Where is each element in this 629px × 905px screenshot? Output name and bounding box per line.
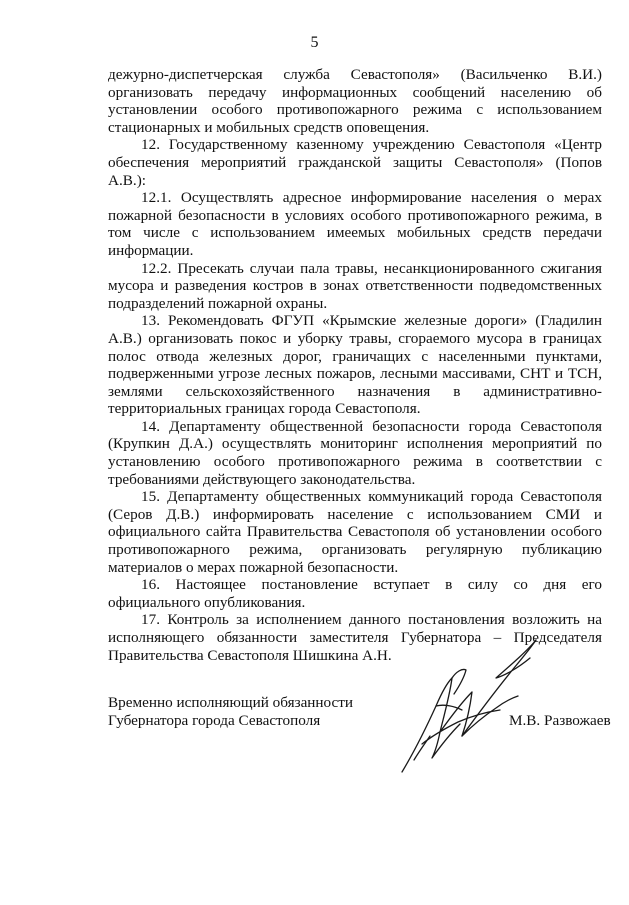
signatory-name: М.В. Развожаев xyxy=(509,712,611,729)
paragraph-12-1: 12.1. Осуществлять адресное информирование населения о мерах пожарной безопасности в условиях особого противопожарного режима, в том числе с использованием имеемых мобильных средств передачи информации. xyxy=(108,189,602,259)
signatory-title-line-2: Губернатора города Севастополя xyxy=(108,711,321,729)
paragraph-13: 13. Рекомендовать ФГУП «Крымские железные дороги» (Гладилин А.В.) организовать покос и уборку травы, сгораемого мусора в границах полос отвода железных дорог, граничащих с населенными пунктами, подверженными угрозе лесных пожаров, лесными массивами, СНТ и ТСН, землями сельскохозяйственного назначения в административно-территориальных границах города Севастополя. xyxy=(108,312,602,418)
paragraph-16: 16. Настоящее постановление вступает в силу со дня его официального опубликования. xyxy=(108,576,602,611)
handwritten-signature-icon xyxy=(392,632,542,782)
paragraph-12-2: 12.2. Пресекать случаи пала травы, несанкционированного сжигания мусора и разведения костров в зонах ответственности подведомственных подразделений пожарной охраны. xyxy=(108,259,602,312)
paragraph-12: 12. Государственному казенному учреждению Севастополя «Центр обеспечения мероприятий гражданской защиты Севастополя» (Попов А.В.): xyxy=(108,136,602,189)
paragraph-15: 15. Департаменту общественных коммуникаций города Севастополя (Серов Д.В.) информировать население с использованием СМИ и официального сайта Правительства Севастополя об установлении особого противопожарного режима, организовать регулярную публикацию материалов о мерах пожарной безопасности. xyxy=(108,488,602,576)
document-body xyxy=(108,66,602,664)
paragraph-17: 17. Контроль за исполнением данного постановления возложить на исполняющего обязанности заместителя Губернатора – Председателя Правительства Севастополя Шишкина А.Н. xyxy=(108,611,602,664)
signatory-title xyxy=(108,694,353,729)
signatory-title-line-1: Временно исполняющий обязанности xyxy=(108,694,354,711)
paragraph-11-continuation: дежурно-диспетчерская служба Севастополя» (Васильченко В.И.) организовать передачу информационных сообщений населению об установлении особого противопожарного режима с использованием стационарных и мобильных средств оповещения. xyxy=(108,66,602,136)
page-number: 5 xyxy=(310,34,319,51)
paragraph-14: 14. Департаменту общественной безопасности города Севастополя (Крупкин Д.А.) осуществлять мониторинг исполнения мероприятий по установлению особого противопожарного режима в соответствии с требованиями действующего законодательства. xyxy=(108,417,602,488)
